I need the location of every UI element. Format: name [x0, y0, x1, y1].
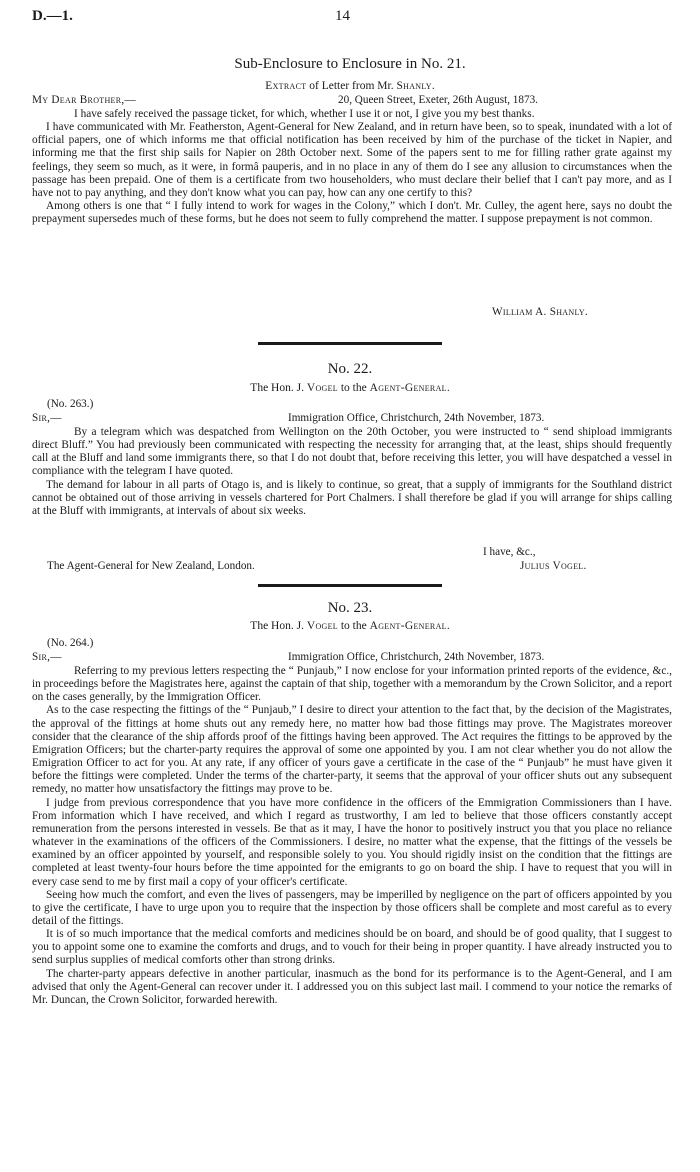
- from-end: .: [446, 620, 450, 632]
- letter-23-title: No. 23.: [327, 600, 373, 616]
- signature: William A. Shanly.: [492, 306, 589, 318]
- paragraph: As to the case respecting the fittings of the “ Punjaub,” I desire to direct your attention to the fact that, by the decision of the Magistrates, the approval of the fittings at home shuts out any remedy here, no matter how bad those fittings may prove. The Magistrates moreover consider that the clearance of the ship affords proof of the fittings having been approved. The Act requires the fittings to be approved by the Emigration Officers; but the charter-party requires the approval of some one appointed by you. I am not clear whether you do not allow the Emigration Officer to act for you. At any rate, if any officer of yours gave a certificate in the case of the “ Punjaub” he must have given it before the fittings were completed. Under the terms of the charter-party, it seems that the approval of your officer shuts out any subsequent remedy, no matter how unsatisfactory the fittings may prove to be.: [32, 704, 672, 796]
- letter-22-signature: Julius Vogel.: [520, 560, 587, 572]
- letter-22-body: [32, 426, 672, 518]
- letter-22-address: Immigration Office, Christchurch, 24th November, 1873.: [288, 412, 545, 424]
- letter-23-from: [0, 620, 700, 632]
- section-divider: [258, 584, 442, 587]
- letter-22-from: [0, 382, 700, 394]
- section-divider: [258, 342, 442, 345]
- from-to: Agent-General: [369, 382, 447, 394]
- from-prefix: The Hon. J.: [250, 620, 307, 632]
- paragraph: It is of so much importance that the medical comforts and medicines should be on board, and should be of good quality, that I suggest to you to appoint some one to examine the comforts and drugs, and to vouch for their being in proper quantity. I have already instructed you to send surplus supplies of medical comforts other than strong drinks.: [32, 928, 672, 967]
- letter-23-address: Immigration Office, Christchurch, 24th November, 1873.: [288, 651, 545, 663]
- subtitle-end: .: [431, 80, 435, 92]
- document-code: D.—1.: [32, 8, 73, 24]
- letter-22-addressee: The Agent-General for New Zealand, London.: [47, 560, 255, 572]
- from-to: Agent-General: [369, 620, 447, 632]
- letter-22-closing: I have, &c.,: [483, 546, 536, 558]
- subtitle-name: Shanly: [396, 80, 432, 92]
- sub-enclosure-subtitle: [0, 80, 700, 92]
- page-number: 14: [335, 8, 350, 24]
- paragraph: I have safely received the passage ticket, for which, whether I use it or not, I give you my best thanks.: [74, 108, 535, 120]
- paragraph: By a telegram which was despatched from Wellington on the 20th October, you were instructed to “ send shipload immigrants direct Bluff.” You had previously been communicated with respecting the necessity for arranging that, at the least, ships should frequently call at the Bluff and land some immigrants there, so that I do not doubt that, before receiving this letter, you will have despatched a vessel in compliance with the telegram I have quoted.: [32, 426, 672, 478]
- paragraph: The charter-party appears defective in another particular, inasmuch as the bond for its performance is to the Agent-General, and I am advised that only the Agent-General can recover under it. I addressed you on this subject last mail. I commend to your notice the remarks of Mr. Duncan, the Crown Solicitor, forwarded herewith.: [32, 967, 672, 1006]
- letter-23-salutation: Sir,—: [32, 651, 62, 663]
- letter-address: 20, Queen Street, Exeter, 26th August, 1873.: [338, 94, 538, 106]
- sub-enclosure-title: Sub-Enclosure to Enclosure in No. 21.: [234, 56, 466, 72]
- salutation: My Dear Brother,—: [32, 94, 136, 106]
- paragraph: I have communicated with Mr. Featherston, Agent-General for New Zealand, and in return have been, so to speak, inundated with a lot of official papers, one of which informs me that official notification has been received by him of the purchase of the ticket in Napier, and informing me that the first ship sails for Napier on 28th October next. Some of the papers sent to me for filling rather grate against my feelings, they seem so much, as it were, in formâ pauperis, and in no place in any of them do I see any allusion to circumstances when the passage has been prepaid. One of them is a certificate from two householders, who must declare their belief that I can't pay more, and as I have not to pay anything, and they don't know what you can pay, how can any one certify to this?: [32, 121, 672, 199]
- letter-23-ref: (No. 264.): [47, 637, 94, 649]
- from-mid: to the: [337, 382, 370, 394]
- from-end: .: [446, 382, 450, 394]
- letter-22-ref: (No. 263.): [47, 398, 94, 410]
- letter-body: [32, 108, 672, 226]
- paragraph: I judge from previous correspondence that you have more confidence in the officers of the Emmigration Commissioners than I have. From information which I have received, and which I regard as trustworthy, I am led to believe that those officers constantly accept remuneration from the persons interested in vessels. Be that as it may, I have the honor to positively instruct you that you place no reliance whatever in the examinations of the officers of the Commissioners. I desire, no matter what the expense, that the fittings of the vessels be examined by an officer appointed by yourself, and responsible solely to you. You should rigidly insist on the condition that the fittings are completed at least twenty-four hours before the time appointed for the emigrants to go on board the ship. I have to request that you will in every case send to me by first mail a copy of your officer's certificate.: [32, 796, 672, 888]
- subtitle-rest: of Letter from Mr.: [306, 80, 397, 92]
- from-name: Vogel: [306, 620, 338, 632]
- subtitle-prefix: Extract: [265, 80, 307, 92]
- from-prefix: The Hon. J.: [250, 382, 307, 394]
- letter-22-salutation: Sir,—: [32, 412, 62, 424]
- paragraph: Seeing how much the comfort, and even the lives of passengers, may be imperilled by negligence on the part of officers appointed by you to give the certificate, I have to urge upon you to require that the inspection by those officers shall be complete and most careful as to every detail of the fittings.: [32, 888, 672, 927]
- paragraph: Referring to my previous letters respecting the “ Punjaub,” I now enclose for your information printed reports of the evidence, &c., in proceedings before the Magistrates here, against the captain of that ship, together with a memorandum by the Crown Solicitor, and a report on the cases generally, by the Immigration Officer.: [32, 665, 672, 704]
- from-mid: to the: [337, 620, 370, 632]
- paragraph: Among others is one that “ I fully intend to work for wages in the Colony,” which I don't. Mr. Culley, the agent here, says no doubt the prepayment supersedes much of these forms, but he does not seem to fully comprehend the matter. I suppose prepayment is not common.: [32, 200, 672, 226]
- letter-23-body: [32, 665, 672, 1007]
- from-name: Vogel: [306, 382, 338, 394]
- letter-22-title: No. 22.: [327, 361, 373, 377]
- paragraph: The demand for labour in all parts of Otago is, and is likely to continue, so great, that a supply of immigrants for the Southland district cannot be obtained out of those arriving in vessels chartered for Port Chalmers. I shall therefore be glad if you will arrange for ships calling at the Bluff with immigrants, at intervals of about six weeks.: [32, 478, 672, 517]
